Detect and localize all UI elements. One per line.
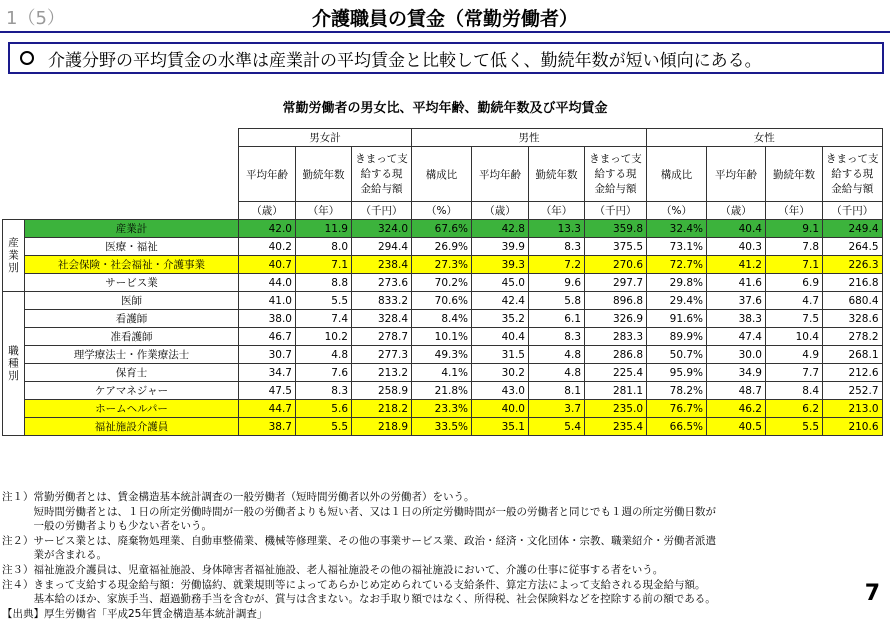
- cell-f-age: 38.3: [707, 310, 766, 328]
- unit-tenure: （年）: [529, 202, 585, 220]
- cell-total-wage: 833.2: [352, 292, 412, 310]
- cell-f-age: 40.4: [707, 220, 766, 238]
- cell-total-ten: 8.8: [296, 274, 352, 292]
- cell-total-wage: 324.0: [352, 220, 412, 238]
- row-label: 保育士: [25, 364, 239, 382]
- cell-m-age: 43.0: [472, 382, 529, 400]
- cell-total-ten: 5.6: [296, 400, 352, 418]
- cell-total-ten: 5.5: [296, 292, 352, 310]
- cell-f-wage: 249.4: [823, 220, 883, 238]
- note-line: 一般の労働者よりも少ない者をいう。: [2, 520, 212, 533]
- table-row: [3, 382, 883, 400]
- cell-f-ratio: 66.5%: [647, 418, 707, 436]
- cell-m-age: 40.0: [472, 400, 529, 418]
- cell-total-ten: 11.9: [296, 220, 352, 238]
- cell-f-age: 34.9: [707, 364, 766, 382]
- cell-f-wage: 264.5: [823, 238, 883, 256]
- cell-m-age: 39.9: [472, 238, 529, 256]
- summary-text: 介護分野の平均賃金の水準は産業計の平均賃金と比較して低く、勤続年数が短い傾向にある。: [48, 50, 762, 71]
- summary-box: [8, 42, 884, 74]
- cell-f-ratio: 95.9%: [647, 364, 707, 382]
- cell-f-ratio: 76.7%: [647, 400, 707, 418]
- unit-ratio: （%）: [412, 202, 472, 220]
- page-title: 介護職員の賃金（常勤労働者）: [311, 8, 578, 30]
- cell-total-ten: 7.6: [296, 364, 352, 382]
- cell-f-age: 41.2: [707, 256, 766, 274]
- cell-m-ten: 8.1: [529, 382, 585, 400]
- note-line: 注４）きまって支給する現金給与額：労働協約、就業規則等によってあらかじめ定められている支給条件、算定方法によって支給される現金給与額。: [2, 578, 706, 591]
- cell-m-ratio: 23.3%: [412, 400, 472, 418]
- cell-total-wage: 213.2: [352, 364, 412, 382]
- table-row: [3, 400, 883, 418]
- cell-f-age: 37.6: [707, 292, 766, 310]
- cell-m-wage: 281.1: [585, 382, 647, 400]
- cell-f-wage: 268.1: [823, 346, 883, 364]
- cell-m-ten: 5.8: [529, 292, 585, 310]
- cell-f-ten: 7.1: [766, 256, 823, 274]
- cell-total-ten: 7.1: [296, 256, 352, 274]
- cell-total-ten: 8.0: [296, 238, 352, 256]
- row-label: サービス業: [25, 274, 239, 292]
- cell-m-ten: 3.7: [529, 400, 585, 418]
- note-line: 【出典】厚生労働省「平成25年賃金構造基本統計調査」: [2, 607, 268, 620]
- cell-m-age: 42.8: [472, 220, 529, 238]
- cell-f-ratio: 50.7%: [647, 346, 707, 364]
- cell-m-wage: 235.4: [585, 418, 647, 436]
- row-label: 医師: [25, 292, 239, 310]
- cell-m-age: 30.2: [472, 364, 529, 382]
- cell-total-wage: 277.3: [352, 346, 412, 364]
- row-label: 理学療法士・作業療法士: [25, 346, 239, 364]
- cell-m-ratio: 4.1%: [412, 364, 472, 382]
- row-label: ホームヘルパー: [25, 400, 239, 418]
- unit-tenure: （年）: [766, 202, 823, 220]
- unit-age: （歳）: [707, 202, 766, 220]
- cell-f-ratio: 78.2%: [647, 382, 707, 400]
- row-label: 看護師: [25, 310, 239, 328]
- cell-f-wage: 216.8: [823, 274, 883, 292]
- row-label: 福祉施設介護員: [25, 418, 239, 436]
- cell-total-ten: 4.8: [296, 346, 352, 364]
- cell-m-age: 39.3: [472, 256, 529, 274]
- cell-total-age: 40.7: [239, 256, 296, 274]
- cell-m-ten: 4.8: [529, 346, 585, 364]
- cell-total-wage: 278.7: [352, 328, 412, 346]
- cell-m-ratio: 49.3%: [412, 346, 472, 364]
- cell-f-ratio: 32.4%: [647, 220, 707, 238]
- cell-total-wage: 218.9: [352, 418, 412, 436]
- cell-f-ratio: 29.8%: [647, 274, 707, 292]
- unit-ratio: （%）: [647, 202, 707, 220]
- cell-f-age: 48.7: [707, 382, 766, 400]
- cell-total-ten: 7.4: [296, 310, 352, 328]
- cell-total-age: 41.0: [239, 292, 296, 310]
- wage-table: [2, 128, 883, 436]
- cell-f-ratio: 72.7%: [647, 256, 707, 274]
- cell-f-age: 30.0: [707, 346, 766, 364]
- cell-f-ten: 7.8: [766, 238, 823, 256]
- row-label: 医療・福祉: [25, 238, 239, 256]
- group-header-male: 男性: [412, 129, 647, 147]
- col-age: 平均年齢: [472, 147, 529, 202]
- cell-f-ten: 6.9: [766, 274, 823, 292]
- table-row: [3, 292, 883, 310]
- cell-m-age: 40.4: [472, 328, 529, 346]
- group-header-total: 男女計: [239, 129, 412, 147]
- cell-total-age: 38.0: [239, 310, 296, 328]
- cell-m-ratio: 8.4%: [412, 310, 472, 328]
- unit-age: （歳）: [472, 202, 529, 220]
- cell-m-wage: 896.8: [585, 292, 647, 310]
- cell-f-age: 47.4: [707, 328, 766, 346]
- cell-f-ratio: 73.1%: [647, 238, 707, 256]
- cell-f-wage: 252.7: [823, 382, 883, 400]
- cell-m-wage: 375.5: [585, 238, 647, 256]
- cell-m-ten: 5.4: [529, 418, 585, 436]
- cell-f-age: 40.3: [707, 238, 766, 256]
- cell-f-ratio: 91.6%: [647, 310, 707, 328]
- cell-m-wage: 286.8: [585, 346, 647, 364]
- cell-m-age: 35.1: [472, 418, 529, 436]
- cell-f-ten: 4.7: [766, 292, 823, 310]
- table-row: [3, 418, 883, 436]
- cell-f-wage: 210.6: [823, 418, 883, 436]
- page-number: 7: [864, 581, 880, 606]
- cell-f-age: 41.6: [707, 274, 766, 292]
- slide-number: 1（5）: [6, 8, 65, 29]
- cell-m-wage: 235.0: [585, 400, 647, 418]
- note-line: 注３）福祉施設介護員は、児童福祉施設、身体障害者福祉施設、老人福祉施設その他の福祉施設において、介護の仕事に従事する者をいう。: [2, 563, 664, 576]
- side-label-occupation: 職種別: [3, 292, 25, 436]
- cell-f-wage: 278.2: [823, 328, 883, 346]
- col-tenure: 勤続年数: [296, 147, 352, 202]
- cell-m-age: 31.5: [472, 346, 529, 364]
- cell-total-age: 46.7: [239, 328, 296, 346]
- cell-f-wage: 680.4: [823, 292, 883, 310]
- cell-m-ratio: 70.2%: [412, 274, 472, 292]
- unit-tenure: （年）: [296, 202, 352, 220]
- table-caption: 常勤労働者の男女比、平均年齢、勤続年数及び平均賃金: [282, 101, 608, 116]
- cell-total-wage: 238.4: [352, 256, 412, 274]
- table-row: [3, 310, 883, 328]
- col-tenure: 勤続年数: [766, 147, 823, 202]
- cell-m-ten: 13.3: [529, 220, 585, 238]
- cell-m-age: 45.0: [472, 274, 529, 292]
- cell-f-wage: 328.6: [823, 310, 883, 328]
- note-line: 短時間労働者とは、１日の所定労働時間が一般の労働者よりも短い者、又は１日の所定労働時間が一般の労働者と同じでも１週の所定労働日数が: [2, 505, 716, 518]
- cell-f-wage: 226.3: [823, 256, 883, 274]
- cell-m-wage: 326.9: [585, 310, 647, 328]
- title-divider: [0, 31, 890, 33]
- cell-total-wage: 218.2: [352, 400, 412, 418]
- cell-m-wage: 270.6: [585, 256, 647, 274]
- cell-m-wage: 283.3: [585, 328, 647, 346]
- table-row: [3, 256, 883, 274]
- unit-wage: （千円）: [823, 202, 883, 220]
- cell-total-age: 44.7: [239, 400, 296, 418]
- cell-m-ten: 8.3: [529, 328, 585, 346]
- cell-total-wage: 294.4: [352, 238, 412, 256]
- unit-wage: （千円）: [585, 202, 647, 220]
- note-line: 注２）サービス業とは、廃棄物処理業、自動車整備業、機械等修理業、その他の事業サービス業、政治・経済・文化団体・宗教、職業紹介・労働者派遣: [2, 534, 716, 547]
- circle-bullet-icon: [20, 51, 34, 65]
- cell-total-age: 40.2: [239, 238, 296, 256]
- col-ratio: 構成比: [647, 147, 707, 202]
- table-row: [3, 220, 883, 238]
- cell-f-ten: 9.1: [766, 220, 823, 238]
- cell-f-ten: 7.7: [766, 364, 823, 382]
- side-label-industry: 産業別: [3, 220, 25, 292]
- footnotes: [2, 490, 888, 621]
- cell-f-wage: 213.0: [823, 400, 883, 418]
- cell-total-wage: 273.6: [352, 274, 412, 292]
- cell-total-wage: 258.9: [352, 382, 412, 400]
- cell-m-ratio: 26.9%: [412, 238, 472, 256]
- col-wage: きまって支 給する現 金給与額: [585, 147, 647, 202]
- cell-f-ratio: 89.9%: [647, 328, 707, 346]
- cell-total-age: 34.7: [239, 364, 296, 382]
- row-label: 産業計: [25, 220, 239, 238]
- row-label: 准看護師: [25, 328, 239, 346]
- cell-total-age: 38.7: [239, 418, 296, 436]
- cell-f-ratio: 29.4%: [647, 292, 707, 310]
- cell-f-ten: 4.9: [766, 346, 823, 364]
- cell-f-ten: 8.4: [766, 382, 823, 400]
- cell-total-age: 30.7: [239, 346, 296, 364]
- note-line: 注１）常勤労働者とは、賃金構造基本統計調査の一般労働者（短時間労働者以外の労働者）をいう。: [2, 491, 475, 503]
- row-label: ケアマネジャー: [25, 382, 239, 400]
- cell-f-age: 46.2: [707, 400, 766, 418]
- cell-m-age: 42.4: [472, 292, 529, 310]
- cell-total-wage: 328.4: [352, 310, 412, 328]
- cell-m-ratio: 67.6%: [412, 220, 472, 238]
- unit-wage: （千円）: [352, 202, 412, 220]
- cell-m-wage: 225.4: [585, 364, 647, 382]
- table-row: [3, 274, 883, 292]
- cell-m-age: 35.2: [472, 310, 529, 328]
- cell-m-ratio: 10.1%: [412, 328, 472, 346]
- table-row: [3, 328, 883, 346]
- cell-total-age: 47.5: [239, 382, 296, 400]
- cell-total-ten: 5.5: [296, 418, 352, 436]
- group-header-female: 女性: [647, 129, 883, 147]
- cell-m-wage: 297.7: [585, 274, 647, 292]
- cell-m-ratio: 33.5%: [412, 418, 472, 436]
- cell-m-ratio: 27.3%: [412, 256, 472, 274]
- cell-f-ten: 6.2: [766, 400, 823, 418]
- cell-total-ten: 10.2: [296, 328, 352, 346]
- col-wage: きまって支 給する現 金給与額: [823, 147, 883, 202]
- cell-m-ratio: 21.8%: [412, 382, 472, 400]
- cell-m-ten: 9.6: [529, 274, 585, 292]
- cell-m-ratio: 70.6%: [412, 292, 472, 310]
- row-label: 社会保険・社会福祉・介護事業: [25, 256, 239, 274]
- col-ratio: 構成比: [412, 147, 472, 202]
- col-age: 平均年齢: [239, 147, 296, 202]
- table-row: [3, 238, 883, 256]
- cell-m-ten: 8.3: [529, 238, 585, 256]
- cell-total-age: 42.0: [239, 220, 296, 238]
- col-age: 平均年齢: [707, 147, 766, 202]
- cell-f-wage: 212.6: [823, 364, 883, 382]
- cell-f-ten: 10.4: [766, 328, 823, 346]
- note-line: 業が含まれる。: [2, 549, 107, 562]
- table-row: [3, 346, 883, 364]
- cell-total-ten: 8.3: [296, 382, 352, 400]
- cell-m-ten: 7.2: [529, 256, 585, 274]
- cell-f-age: 40.5: [707, 418, 766, 436]
- cell-m-wage: 359.8: [585, 220, 647, 238]
- cell-f-ten: 5.5: [766, 418, 823, 436]
- unit-age: （歳）: [239, 202, 296, 220]
- table-row: [3, 364, 883, 382]
- cell-m-ten: 6.1: [529, 310, 585, 328]
- col-tenure: 勤続年数: [529, 147, 585, 202]
- cell-f-ten: 7.5: [766, 310, 823, 328]
- col-wage: きまって支 給する現 金給与額: [352, 147, 412, 202]
- cell-m-ten: 4.8: [529, 364, 585, 382]
- cell-total-age: 44.0: [239, 274, 296, 292]
- note-line: 基本給のほか、家族手当、超過勤務手当を含むが、賞与は含まない。なお手取り額ではなく、所得税、社会保険料などを控除する前の額である。: [2, 593, 716, 606]
